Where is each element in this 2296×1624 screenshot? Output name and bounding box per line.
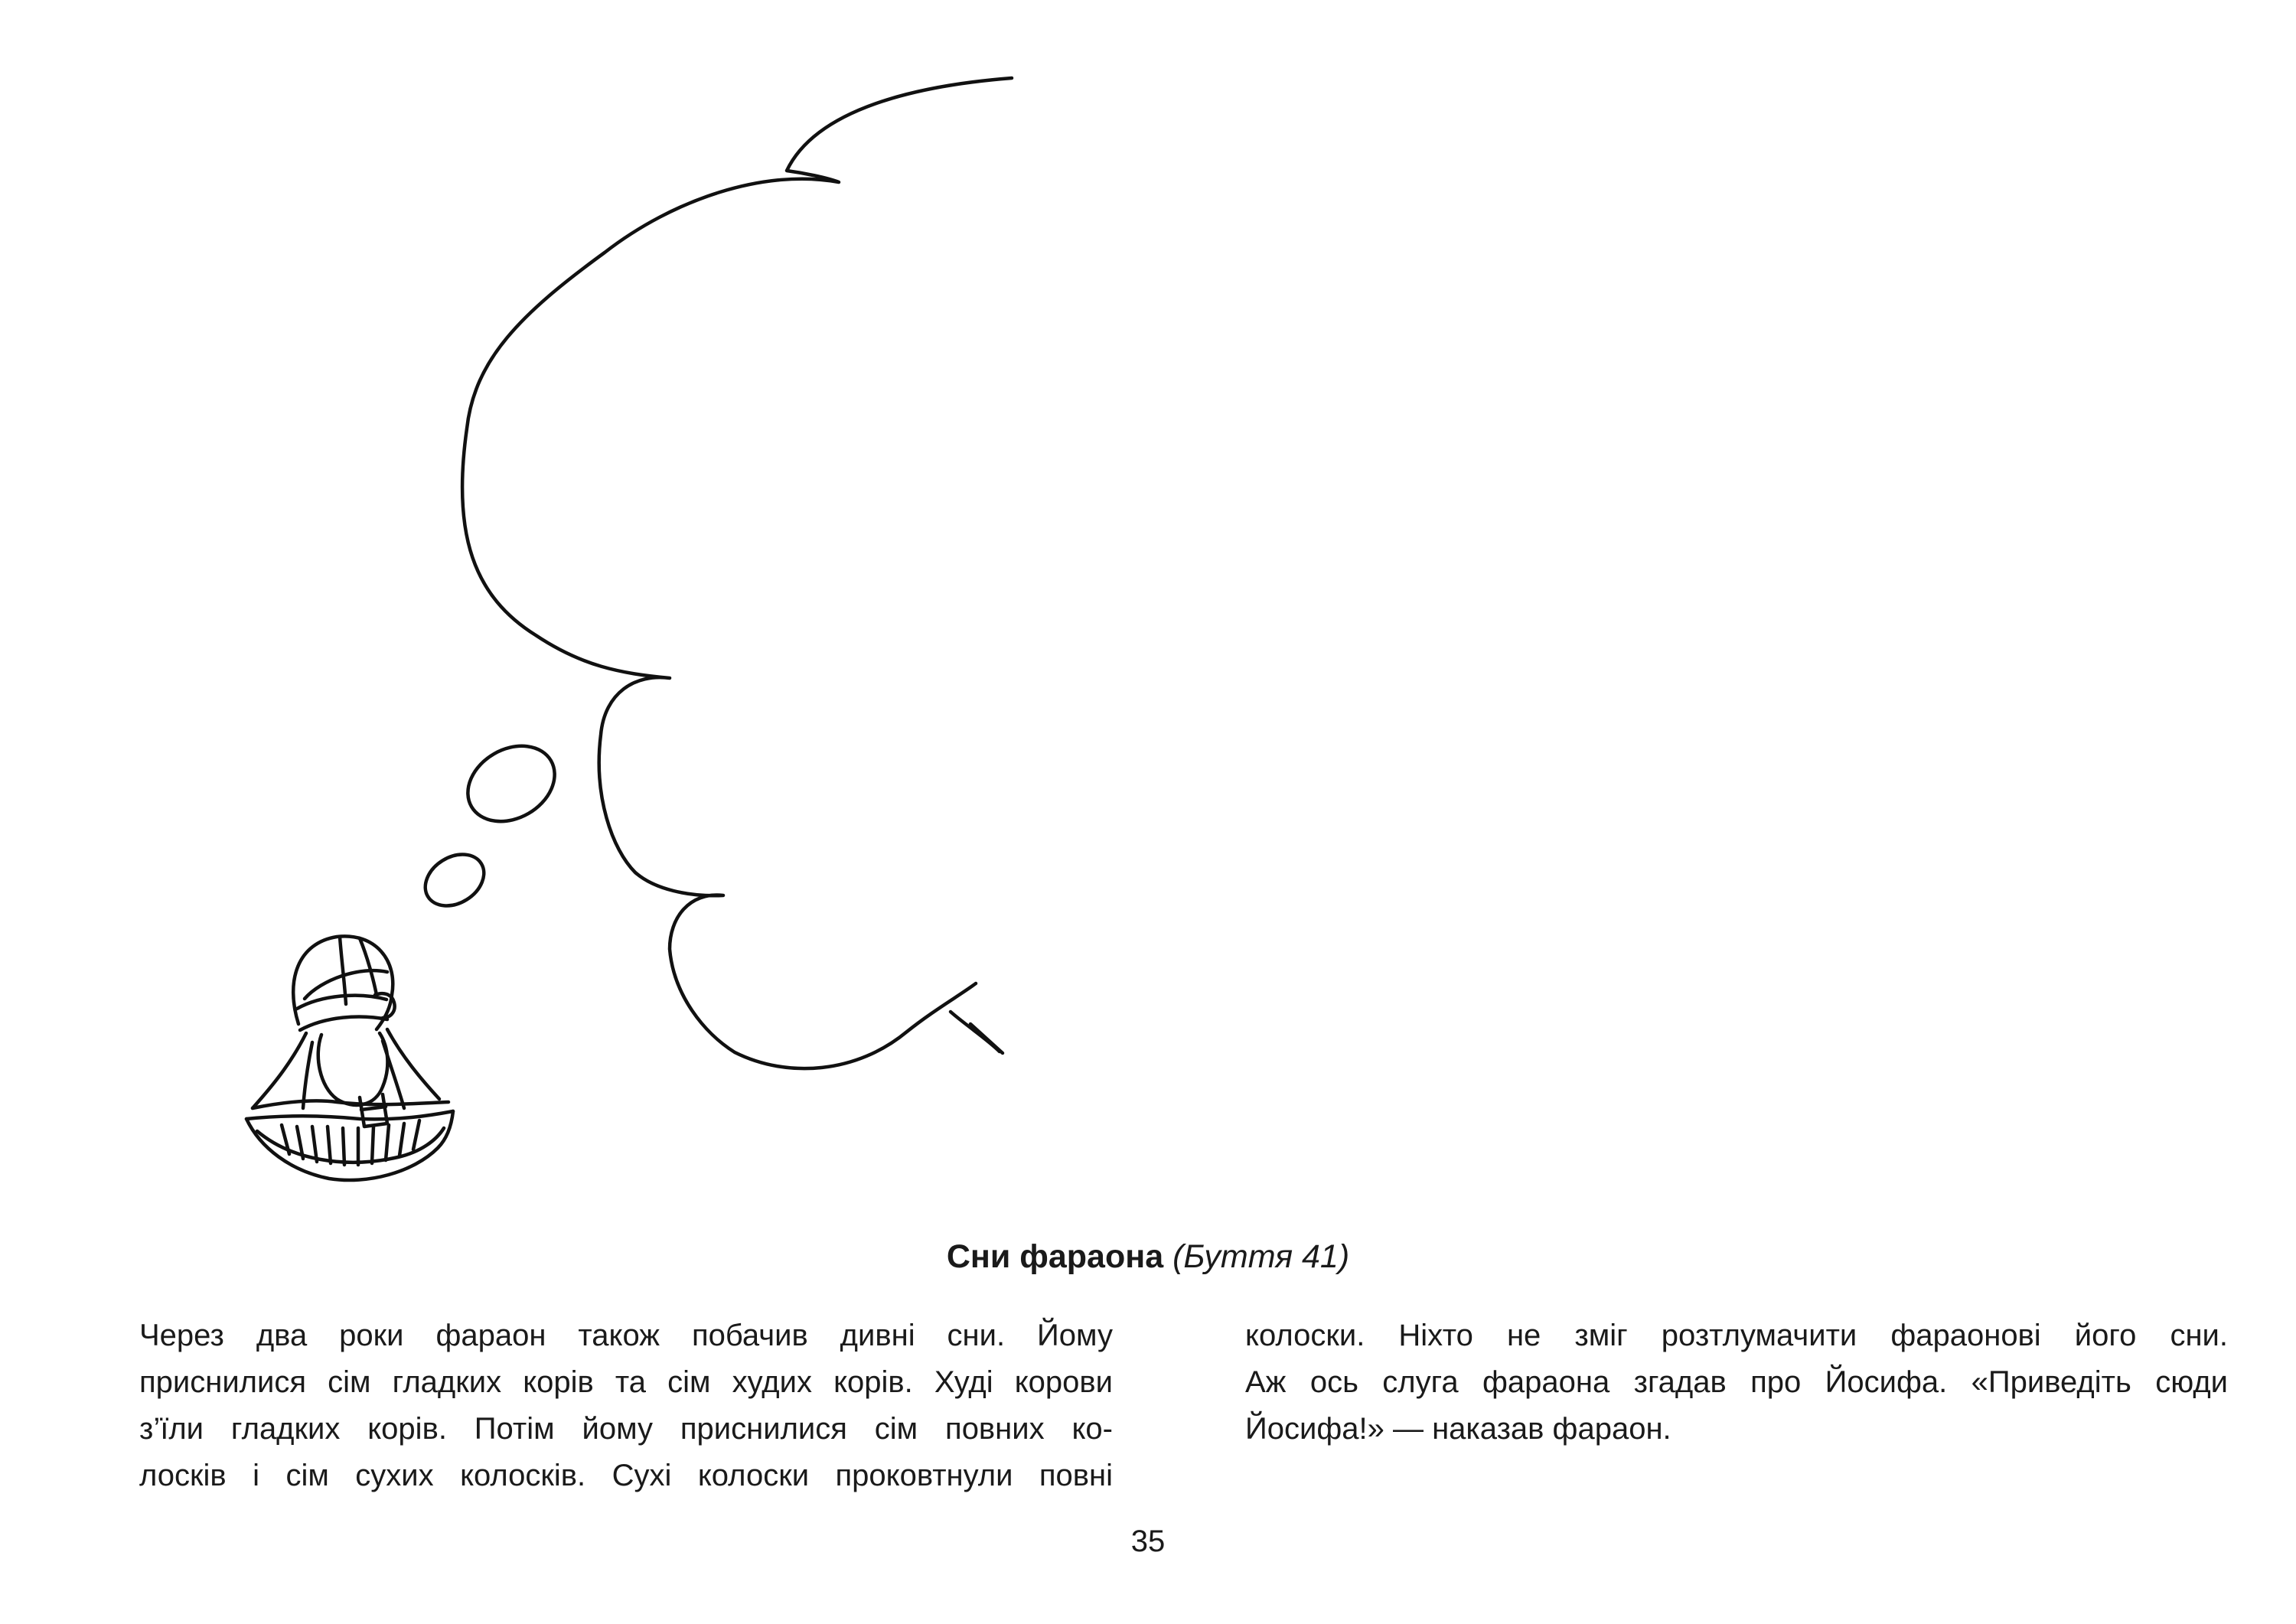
text-line: Йосифа!» — наказав фараон.: [1245, 1412, 1671, 1446]
text-line: приснилися сім гладких корів та сім худих корів. Худі корови: [139, 1365, 1113, 1399]
text-line: з’їли гладких корів. Потім йому приснилися сім повних ко-: [139, 1412, 1113, 1446]
text-line: лосків і сім сухих колосків. Сухі колоски проковтнули повні: [139, 1459, 1113, 1492]
thought-bubble-small: [416, 844, 493, 916]
thought-bubble-medium: [455, 731, 569, 836]
story-title: [0, 1234, 2296, 1280]
text-line: Аж ось слуга фараона згадав про Йосифа. «Приведіть сюди: [1245, 1365, 2228, 1399]
story-text-left-column: [139, 1313, 1113, 1499]
pharaoh-figure: [246, 936, 453, 1180]
story-title-main: Сни фараона: [946, 1238, 1164, 1275]
text-line: колоски. Ніхто не зміг розтлумачити фараонові його сни.: [1245, 1319, 2228, 1352]
text-line: Через два роки фараон також побачив дивні сни. Йому: [139, 1319, 1113, 1352]
bible-reference: (Буття 41): [1172, 1238, 1350, 1275]
story-text-right-column: [1245, 1313, 2228, 1453]
page-number: 35: [1130, 1525, 1166, 1558]
thought-cloud-tick-bottom: [970, 1024, 1003, 1053]
thought-cloud-outline: [462, 78, 1012, 1068]
